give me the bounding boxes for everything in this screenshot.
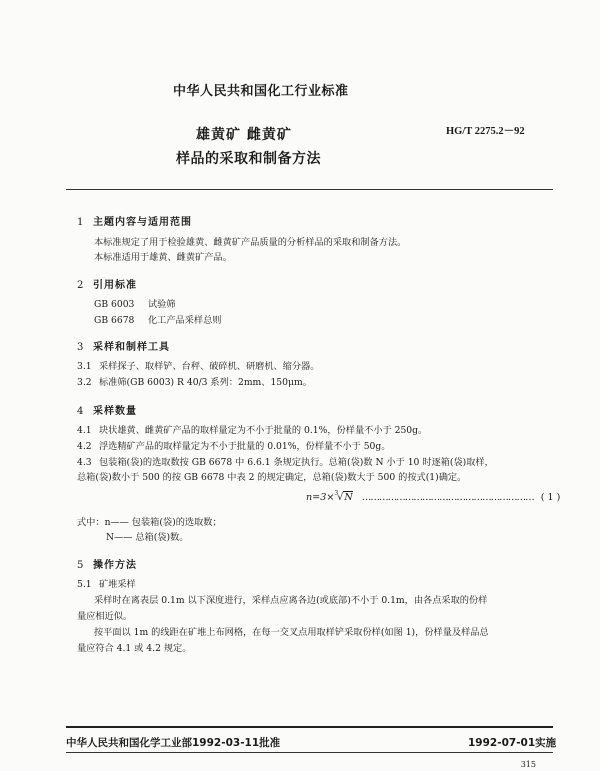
cube-root: $^3$√N [334,490,353,503]
footer-rule-bottom [66,752,553,753]
section-3-number: 3 [77,342,84,353]
item-5-1-number: 5.1 [77,579,92,590]
formula-lhs: n=3× [306,492,335,503]
item-4-3-continued: 总箱(袋)数小于 500 的按 GB 6678 中表 2 的规定确定，总箱(袋)数大于 500 的按式(1)确定。 [77,472,467,483]
section-4-heading [77,402,137,417]
root-radicand: N [344,492,353,503]
section-1-heading [77,213,192,228]
title-line-1: 雄黄矿 雌黄矿 [196,127,292,143]
ref-item-2 [94,314,222,328]
header-rule [66,189,553,190]
section-5-title: 操作方法 [93,560,137,571]
section-5-p1a: 采样时在离表层 0.1m 以下深度进行，采样点应离各边(或底部)不小于 0.1m，由各点采取的份样 [94,595,488,606]
item-3-2-number: 3.2 [77,377,92,388]
item-4-3-text-a: 包装箱(袋)的选取数按 GB 6678 中 6.6.1 条规定执行。总箱(袋)数 N 小于 10 时逐箱(袋)取样， [99,457,494,468]
approval-line: 中华人民共和国化学工业部1992-03-11批准 [66,737,281,749]
effective-date: 1992-07-01实施 [468,737,557,749]
item-4-3 [77,456,494,470]
title-line-2: 样品的采取和制备方法 [176,151,321,167]
item-4-2-text: 浮选精矿产品的取样量定为不小于批量的 0.01%，份样量不小于 50g。 [99,441,391,452]
section-1-title: 主题内容与适用范围 [93,217,192,228]
section-5-number: 5 [77,560,84,571]
item-4-2-number: 4.2 [77,441,92,452]
section-1-p1: 本标准规定了用于检验雄黄、雌黄矿产品质量的分析样品的采取和制备方法。 [94,237,407,248]
section-2-heading [77,276,137,291]
where-clause [77,516,222,530]
formula-number: ( 1 ) [540,492,561,503]
ref-2-name: 化工产品采样总则 [148,315,222,326]
formula-leader-dots: …………………………………………………… [361,492,534,503]
item-4-1 [77,424,427,438]
item-3-2-text: 标准筛(GB 6003) R 40/3 系列：2mm、150μm。 [99,377,312,388]
ref-2-code: GB 6678 [94,315,135,326]
where-N: N—— 总箱(袋)数。 [106,532,189,543]
formula-1 [306,492,560,503]
item-4-1-number: 4.1 [77,425,92,436]
root-index: 3 [334,490,339,497]
section-5-p1b: 量应相近似。 [77,611,133,622]
where-n: n—— 包装箱(袋)的选取数； [104,517,222,528]
item-4-1-text: 块状雄黄、雌黄矿产品的取样量定为不小于批量的 0.1%，份样量不小于 250g。 [99,425,428,436]
item-4-3-number: 4.3 [77,457,92,468]
section-3-title: 采样和制样工具 [93,342,170,353]
where-label: 式中： [77,517,105,528]
section-1-p2: 本标准适用于雄黄、雌黄矿产品。 [94,252,232,263]
ref-1-name: 试验筛 [148,299,176,310]
item-3-1-text: 采样探子、取样铲、台秤、破碎机、研磨机、缩分器。 [99,361,320,372]
item-4-2 [77,440,390,454]
section-3-heading [77,338,170,353]
item-3-1 [77,360,320,374]
item-5-1-title: 矿堆采样 [99,579,136,590]
section-5-p2b: 量应符合 4.1 或 4.2 规定。 [77,643,192,654]
section-4-title: 采样数量 [93,406,137,417]
ref-item-1 [94,298,176,312]
standard-number: HG/T 2275.2－92 [446,126,525,137]
section-1-number: 1 [77,217,84,228]
item-3-2 [77,376,312,390]
section-2-title: 引用标准 [93,280,137,291]
footer-rule-top [66,726,553,728]
item-5-1 [77,578,136,592]
page-number: 315 [520,760,536,769]
section-2-number: 2 [77,280,84,291]
section-5-p2a: 按平面以 1m 的线距在矿堆上布网格，在每一交叉点用取样铲采取份样(如图 1)，份样量及样品总 [94,627,489,638]
section-5-heading [77,556,137,571]
ref-1-code: GB 6003 [94,299,135,310]
standard-org: 中华人民共和国化工行业标准 [173,84,349,99]
section-4-number: 4 [77,406,84,417]
item-3-1-number: 3.1 [77,361,92,372]
